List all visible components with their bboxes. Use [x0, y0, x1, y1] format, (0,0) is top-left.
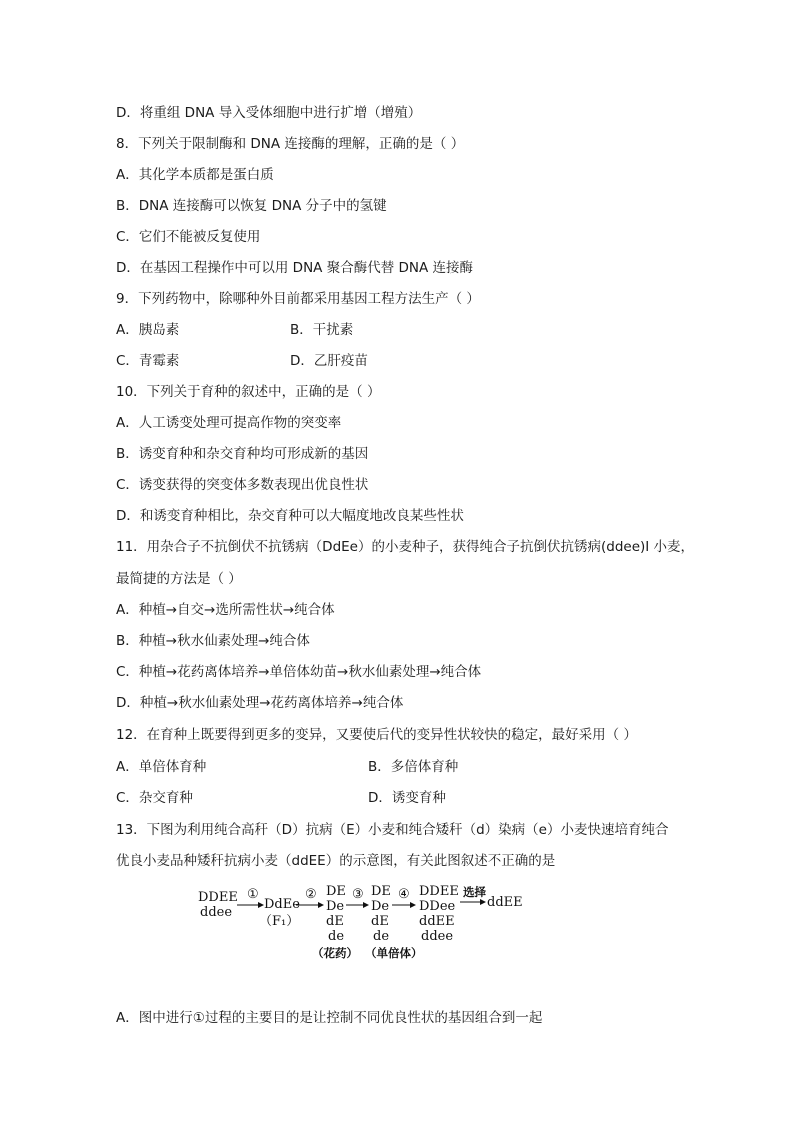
q8-option-b: B．DNA 连接酶可以恢复 DNA 分子中的氢键 [116, 198, 387, 214]
q11-option-b: B．种植→秋水仙素处理→纯合体 [116, 633, 310, 649]
diploid-2: DDee [419, 899, 456, 914]
q13-option-a: A．图中进行①过程的主要目的是让控制不同优良性状的基因组合到一起 [116, 1010, 543, 1026]
q12-option-d: D．诱变育种 [368, 790, 446, 806]
q10-option-a: A．人工诱变处理可提高作物的突变率 [116, 415, 342, 431]
diploid-1: DDEE [419, 884, 459, 899]
step-2-label: ② [305, 887, 317, 902]
f1-label: （F₁） [259, 914, 300, 929]
q12-option-a: A．单倍体育种 [116, 759, 207, 775]
q9-option-a: A．胰岛素 [116, 322, 180, 338]
haploid-label: （单倍体） [365, 946, 423, 960]
q10-option-b: B．诱变育种和杂交育种均可形成新的基因 [116, 446, 369, 462]
q8-option-d: D．在基因工程操作中可以用 DNA 聚合酶代替 DNA 连接酶 [116, 260, 474, 276]
q10-option-c: C．诱变获得的突变体多数表现出优良性状 [116, 477, 369, 493]
step-4-label: ④ [398, 887, 410, 902]
q8-option-a: A．其化学本质都是蛋白质 [116, 167, 274, 183]
gamete-de-4: de [328, 929, 345, 944]
haploid-1: DE [371, 884, 391, 899]
question-10: 10．下列关于育种的叙述中，正确的是（ ） [116, 384, 381, 400]
q9-option-c: C．青霉素 [116, 353, 180, 369]
haploid-3: dE [371, 914, 389, 929]
gamete-de-3: dE [326, 914, 344, 929]
haploid-4: de [373, 929, 390, 944]
q9-option-d: D．乙肝疫苗 [290, 353, 368, 369]
q12-option-b: B．多倍体育种 [368, 759, 459, 775]
q10-option-d: D．和诱变育种相比，杂交育种可以大幅度地改良某些性状 [116, 508, 464, 524]
question-13: 13．下图为利用纯合高秆（D）抗病（E）小麦和纯合矮秆（d）染病（e）小麦快速培育纯合 [116, 822, 669, 838]
step-3-label: ③ [352, 887, 364, 902]
f1-genotype: DdEe [264, 897, 300, 912]
question-12: 12．在育种上既要得到更多的变异，又要使后代的变异性状较快的稳定，最好采用（ ） [116, 727, 637, 743]
gamete-de-2: De [326, 899, 345, 914]
parent-ddee-upper: DDEE [198, 890, 238, 905]
gamete-de-1: DE [326, 884, 346, 899]
select-label: 选择 [463, 885, 486, 899]
q11-option-d: D．种植→秋水仙素处理→花药离体培养→纯合体 [116, 695, 404, 711]
result-genotype: ddEE [487, 895, 523, 910]
haploid-2: De [371, 899, 390, 914]
question-11: 11．用杂合子不抗倒伏不抗锈病（DdEe）的小麦种子，获得纯合子抗倒伏抗锈病(ddee)I 小麦， [116, 539, 695, 555]
option-d-line: D．将重组 DNA 导入受体细胞中进行扩增（增殖） [116, 105, 422, 121]
q12-option-c: C．杂交育种 [116, 790, 193, 806]
question-13-cont: 优良小麦品种矮秆抗病小麦（ddEE）的示意图，有关此图叙述不正确的是 [116, 853, 556, 869]
q8-option-c: C．它们不能被反复使用 [116, 229, 261, 245]
diploid-3: ddEE [419, 914, 455, 929]
question-11-cont: 最简捷的方法是（ ） [116, 571, 242, 587]
parent-ddee-lower: ddee [200, 905, 233, 920]
step-1-label: ① [247, 887, 259, 902]
question-8: 8．下列关于限制酶和 DNA 连接酶的理解，正确的是（ ） [116, 136, 465, 152]
q9-option-b: B．干扰素 [290, 322, 354, 338]
anther-label: （花药） [312, 946, 358, 960]
q11-option-a: A．种植→自交→选所需性状→纯合体 [116, 602, 335, 618]
question-9: 9．下列药物中，除哪种外目前都采用基因工程方法生产（ ） [116, 291, 480, 307]
diploid-4: ddee [421, 929, 454, 944]
breeding-diagram [195, 883, 525, 963]
q11-option-c: C．种植→花药离体培养→单倍体幼苗→秋水仙素处理→纯合体 [116, 664, 482, 680]
